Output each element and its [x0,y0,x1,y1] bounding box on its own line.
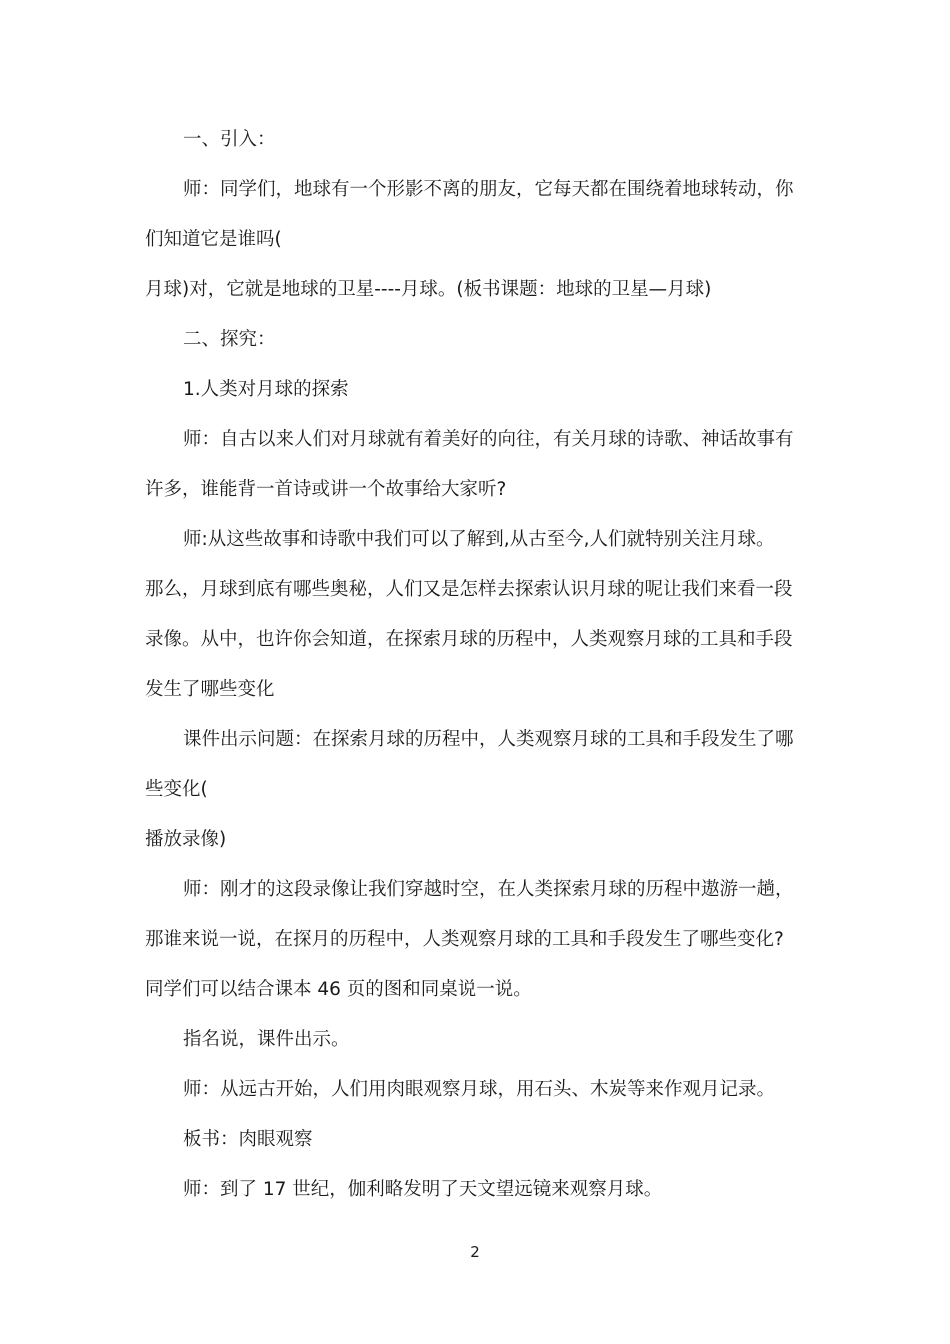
page-number: 2 [470,1243,480,1261]
paragraph-line: 月球)对，它就是地球的卫星----月球。(板书课题：地球的卫星—月球) [145,279,712,300]
subheading-moon-exploration: 1.人类对月球的探索 [183,379,349,400]
paragraph-line: 课件出示问题：在探索月球的历程中，人类观察月球的工具和手段发生了哪 [183,729,794,750]
paragraph-line: 师：自古以来人们对月球就有着美好的向往，有关月球的诗歌、神话故事有 [183,429,794,450]
paragraph-line: 那么，月球到底有哪些奥秘，人们又是怎样去探索认识月球的呢让我们来看一段 [145,579,793,600]
paragraph-line: 许多，谁能背一首诗或讲一个故事给大家听? [145,479,507,500]
paragraph-line: 师:从这些故事和诗歌中我们可以了解到,从古至今,人们就特别关注月球。 [183,529,775,550]
paragraph-line: 录像。从中，也许你会知道，在探索月球的历程中，人类观察月球的工具和手段 [145,629,793,650]
paragraph-line: 师：刚才的这段录像让我们穿越时空，在人类探索月球的历程中遨游一趟， [183,879,794,900]
paragraph-line: 指名说，课件出示。 [183,1029,350,1050]
heading-introduction: 一、引入： [183,129,276,150]
document-body [145,121,810,1221]
paragraph-line: 们知道它是谁吗( [145,229,282,250]
paragraph-line: 播放录像) [145,829,227,850]
paragraph-line: 师：从远古开始，人们用肉眼观察月球，用石头、木炭等来作观月记录。 [183,1079,776,1100]
paragraph-line: 发生了哪些变化 [145,679,275,700]
paragraph-line: 那谁来说一说，在探月的历程中，人类观察月球的工具和手段发生了哪些变化? [145,929,784,950]
paragraph-line: 板书：肉眼观察 [183,1129,313,1150]
paragraph-line: 师：到了 17 世纪，伽利略发明了天文望远镜来观察月球。 [183,1179,663,1200]
paragraph-line: 同学们可以结合课本 46 页的图和同桌说一说。 [145,979,532,1000]
paragraph-line: 师：同学们，地球有一个形影不离的朋友，它每天都在围绕着地球转动，你 [183,179,794,200]
paragraph-line: 些变化( [145,779,208,800]
heading-exploration: 二、探究： [183,329,276,350]
